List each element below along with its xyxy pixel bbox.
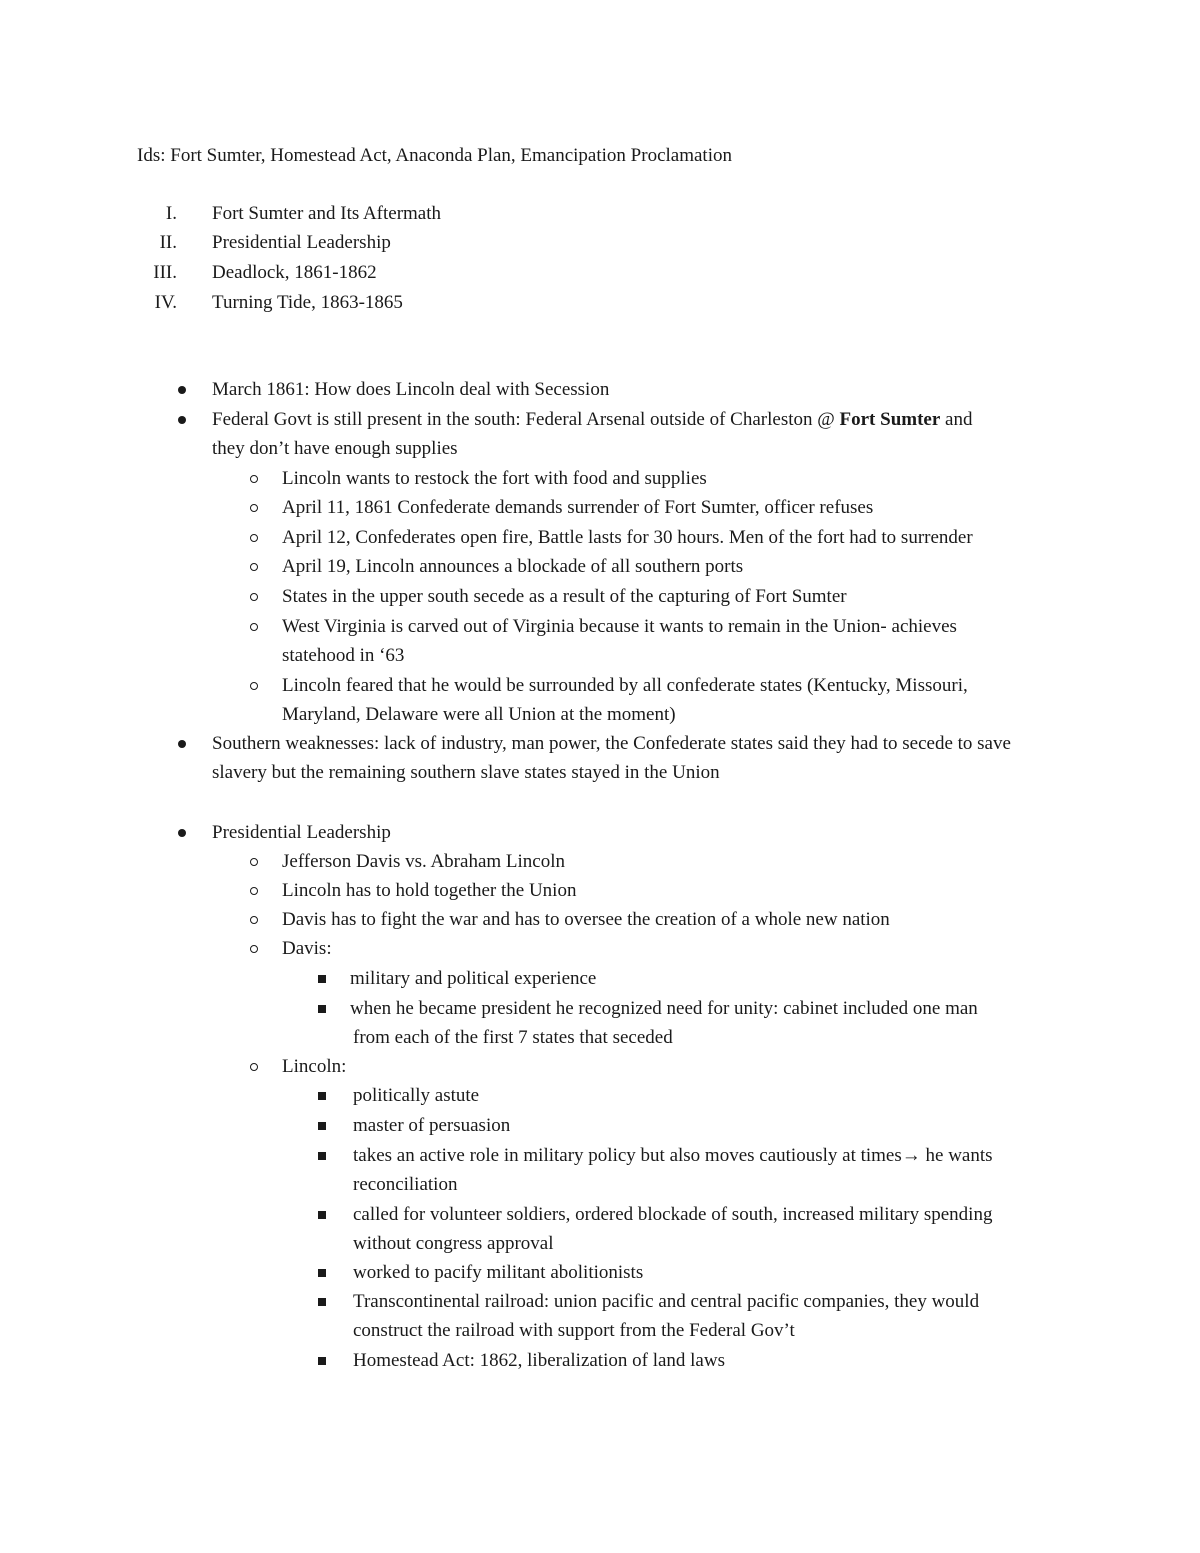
- note-sub-bullet: West Virginia is carved out of Virginia because it wants to remain in the Union- achieves: [282, 616, 957, 637]
- note-text: and: [940, 409, 973, 430]
- note-sub-sub-bullet: worked to pacify militant abolitionists: [353, 1262, 644, 1283]
- note-sub-sub-bullet: military and political experience: [350, 968, 597, 989]
- note-sub-sub-bullet: politically astute: [353, 1085, 480, 1106]
- bullet-circle-icon: [250, 593, 258, 601]
- outline-num: III.: [153, 262, 177, 283]
- note-bullet: [212, 405, 972, 435]
- bullet-dot-icon: [178, 740, 186, 748]
- bullet-circle-icon: [250, 682, 258, 690]
- bold-term: Fort Sumter: [839, 409, 941, 430]
- note-continuation: reconciliation: [353, 1174, 458, 1195]
- bullet-square-icon: [318, 1092, 326, 1100]
- ids-line: Ids: Fort Sumter, Homestead Act, Anaconda Plan, Emancipation Proclamation: [137, 145, 732, 166]
- note-sub-sub-bullet: called for volunteer soldiers, ordered blockade of south, increased military spending: [353, 1204, 993, 1225]
- outline-num: IV.: [154, 292, 177, 313]
- note-sub-bullet: Lincoln:: [282, 1056, 347, 1077]
- bullet-square-icon: [318, 1005, 326, 1013]
- bullet-dot-icon: [178, 829, 186, 837]
- note-continuation: from each of the first 7 states that seceded: [353, 1027, 673, 1048]
- bullet-circle-icon: [250, 563, 258, 571]
- note-bullet: Presidential Leadership: [212, 822, 391, 843]
- note-sub-bullet: Lincoln has to hold together the Union: [282, 880, 577, 901]
- bullet-circle-icon: [250, 504, 258, 512]
- note-sub-sub-bullet: takes an active role in military policy but also moves cautiously at times→ he wants: [353, 1145, 993, 1166]
- outline-item: Presidential Leadership: [212, 232, 391, 253]
- outline-item: Deadlock, 1861-1862: [212, 262, 377, 283]
- bullet-square-icon: [318, 1269, 326, 1277]
- bullet-dot-icon: [178, 416, 186, 424]
- note-continuation: statehood in ‘63: [282, 645, 405, 666]
- outline-item: Fort Sumter and Its Aftermath: [212, 203, 442, 224]
- note-continuation: Maryland, Delaware were all Union at the moment): [282, 704, 676, 725]
- bullet-circle-icon: [250, 1063, 258, 1071]
- outline-num: I.: [165, 203, 177, 224]
- outline-num: II.: [159, 232, 177, 253]
- bullet-square-icon: [318, 1211, 326, 1219]
- note-sub-bullet: Davis:: [282, 938, 332, 959]
- bullet-circle-icon: [250, 916, 258, 924]
- note-continuation: construct the railroad with support from the Federal Gov’t: [353, 1320, 795, 1341]
- note-sub-bullet: April 11, 1861 Confederate demands surrender of Fort Sumter, officer refuses: [282, 497, 874, 518]
- note-text: Federal Govt is still present in the south: Federal Arsenal outside of Charleston @: [212, 409, 840, 430]
- bullet-square-icon: [318, 1298, 326, 1306]
- note-bullet: March 1861: How does Lincoln deal with Secession: [212, 379, 610, 400]
- bullet-square-icon: [318, 1152, 326, 1160]
- bullet-circle-icon: [250, 534, 258, 542]
- note-sub-bullet: April 12, Confederates open fire, Battle lasts for 30 hours. Men of the fort had to surrender: [282, 527, 973, 548]
- note-sub-sub-bullet: Transcontinental railroad: union pacific and central pacific companies, they would: [353, 1291, 980, 1312]
- note-continuation: slavery but the remaining southern slave states stayed in the Union: [212, 762, 720, 783]
- note-sub-sub-bullet: Homestead Act: 1862, liberalization of land laws: [353, 1350, 725, 1371]
- note-sub-bullet: Davis has to fight the war and has to oversee the creation of a whole new nation: [282, 909, 890, 930]
- bullet-circle-icon: [250, 623, 258, 631]
- bullet-square-icon: [318, 1122, 326, 1130]
- note-sub-bullet: Lincoln feared that he would be surrounded by all confederate states (Kentucky, Missouri,: [282, 675, 968, 696]
- note-sub-bullet: Lincoln wants to restock the fort with food and supplies: [282, 468, 707, 489]
- note-sub-bullet: States in the upper south secede as a result of the capturing of Fort Sumter: [282, 586, 847, 607]
- bullet-square-icon: [318, 975, 326, 983]
- bullet-circle-icon: [250, 475, 258, 483]
- note-bullet: Southern weaknesses: lack of industry, man power, the Confederate states said they had to secede to save: [212, 733, 1011, 754]
- note-sub-sub-bullet: master of persuasion: [353, 1115, 511, 1136]
- bullet-dot-icon: [178, 386, 186, 394]
- bullet-circle-icon: [250, 887, 258, 895]
- note-continuation: without congress approval: [353, 1233, 554, 1254]
- outline-item: Turning Tide, 1863-1865: [212, 292, 403, 313]
- bullet-circle-icon: [250, 858, 258, 866]
- note-sub-sub-bullet: when he became president he recognized need for unity: cabinet included one man: [350, 998, 978, 1019]
- note-sub-bullet: April 19, Lincoln announces a blockade of all southern ports: [282, 556, 744, 577]
- bullet-circle-icon: [250, 945, 258, 953]
- bullet-square-icon: [318, 1357, 326, 1365]
- note-continuation: they don’t have enough supplies: [212, 438, 458, 459]
- note-sub-bullet: Jefferson Davis vs. Abraham Lincoln: [282, 851, 566, 872]
